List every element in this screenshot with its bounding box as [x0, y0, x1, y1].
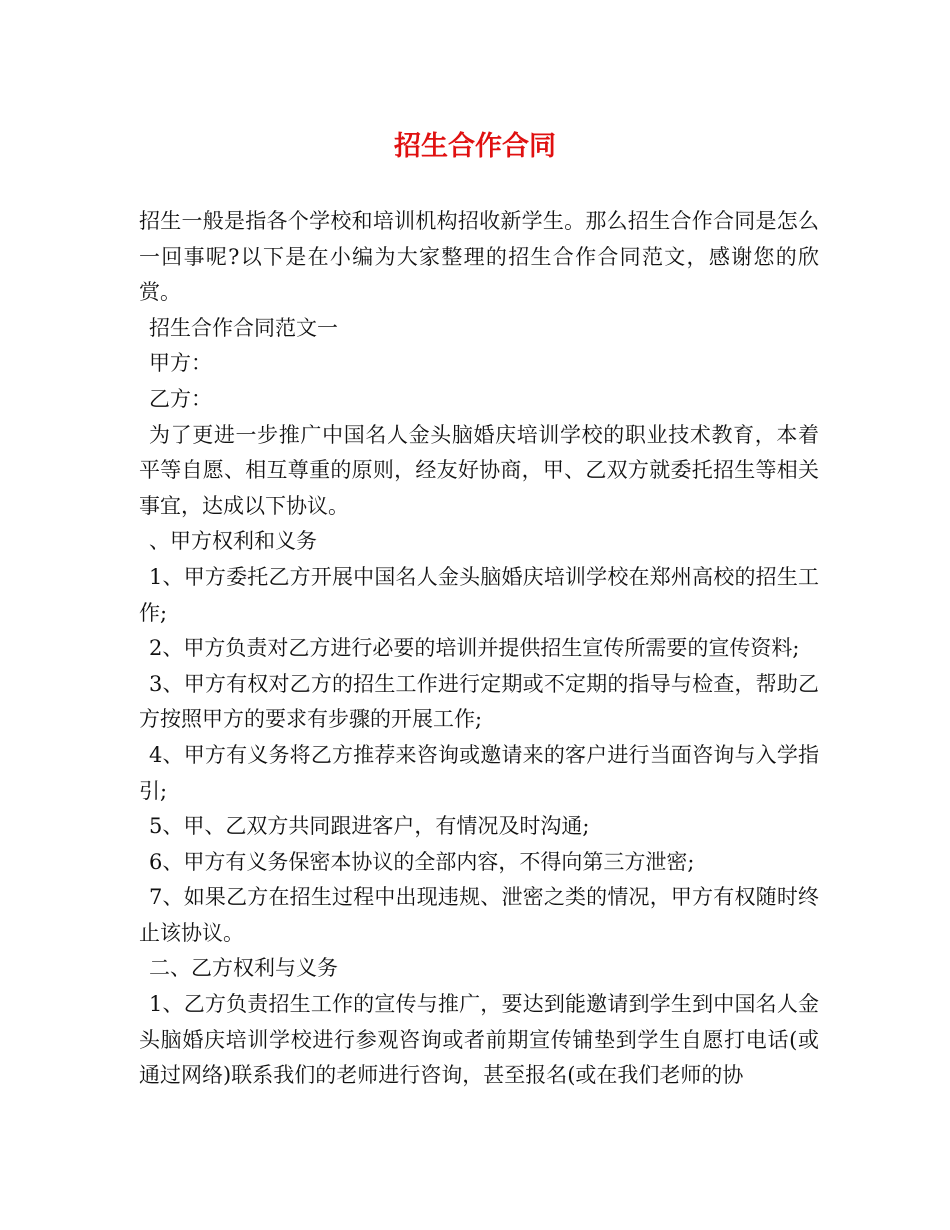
clause-b-1: 1、乙方负责招生工作的宣传与推广，要达到能邀请到学生到中国名人金头脑婚庆培训学校进行参观咨询或者前期宣传铺垫到学生自愿打电话(或通过网络)联系我们的老师进行咨询，甚至报名(或在我们老师的协: [139, 992, 819, 1088]
clause-a-5: 5、甲、乙双方共同跟进客户，有情况及时沟通;: [149, 814, 590, 839]
document-title: 招生合作合同: [394, 131, 556, 162]
section-heading-sample-one: 招生合作合同范文一: [149, 315, 338, 340]
section-heading-party-b: 二、乙方权利与义务: [149, 956, 338, 981]
clause-a-2: 2、甲方负责对乙方进行必要的培训并提供招生宣传所需要的宣传资料;: [149, 636, 800, 661]
clause-a-6: 6、甲方有义务保密本协议的全部内容，不得向第三方泄密;: [149, 849, 695, 874]
preamble-paragraph: 为了更进一步推广中国名人金头脑婚庆培训学校的职业技术教育，本着平等自愿、相互尊重的原则，经友好协商，甲、乙双方就委托招生等相关事宜，达成以下协议。: [139, 422, 819, 518]
clause-a-4: 4、甲方有义务将乙方推荐来咨询或邀请来的客户进行当面咨询与入学指引;: [139, 742, 819, 803]
intro-paragraph: 招生一般是指各个学校和培训机构招收新学生。那么招生合作合同是怎么一回事呢?以下是在小编为大家整理的招生合作合同范文，感谢您的欣赏。: [139, 209, 819, 305]
section-heading-party-a: 、甲方权利和义务: [149, 529, 317, 554]
clause-a-3: 3、甲方有权对乙方的招生工作进行定期或不定期的指导与检查，帮助乙方按照甲方的要求有步骤的开展工作;: [139, 671, 819, 732]
clause-a-7: 7、如果乙方在招生过程中出现违规、泄密之类的情况，甲方有权随时终止该协议。: [139, 885, 819, 945]
document-body: [139, 204, 819, 1094]
party-b-line: 乙方：: [149, 386, 212, 411]
party-a-line: 甲方：: [149, 351, 212, 376]
clause-a-1: 1、甲方委托乙方开展中国名人金头脑婚庆培训学校在郑州高校的招生工作;: [139, 564, 819, 625]
